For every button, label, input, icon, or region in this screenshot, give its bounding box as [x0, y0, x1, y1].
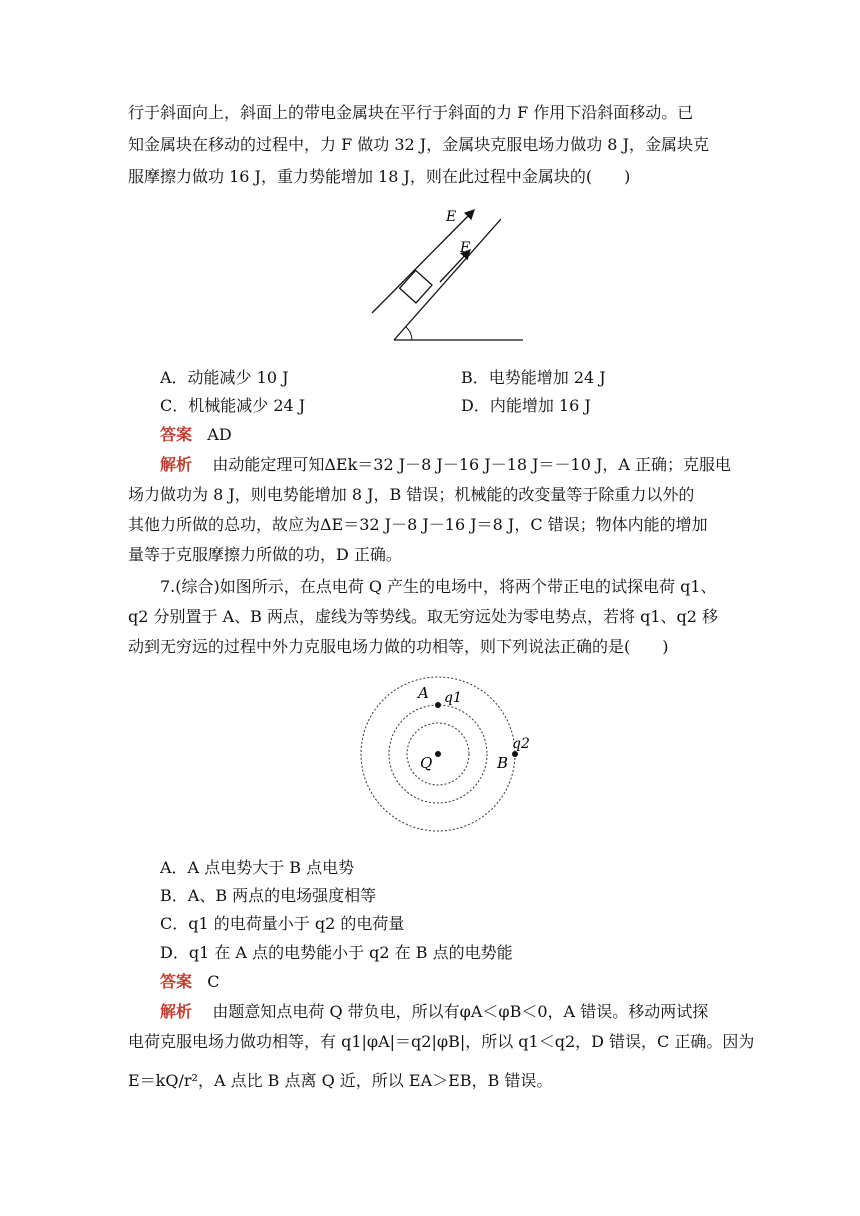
answer-label: 答案: [160, 425, 193, 444]
analysis-text: 由题意知点电荷 Q 带负电，所以有φA＜φB＜0，A 错误。移动两试探: [212, 1002, 709, 1021]
q7-answer: [160, 971, 220, 993]
answer-value: C: [207, 972, 220, 991]
q7-analysis-line-1: [160, 1001, 708, 1023]
q6-stem-line-2: 知金属块在移动的过程中，力 F 做功 32 J，金属块克服电场力做功 8 J，金属块克: [128, 135, 709, 154]
label-q2: q2: [512, 736, 530, 752]
q7-stem-line-3: 动到无穷远的过程中外力克服电场力做的功相等，则下列说法正确的是( ): [128, 637, 669, 656]
analysis-text: 由动能定理可知ΔEk＝32 J－8 J－16 J－18 J＝－10 J，A 正确；克服电: [212, 455, 732, 474]
q6-answer: [160, 424, 232, 446]
q6-option-c: C．机械能减少 24 J: [160, 396, 306, 415]
metal-block: [400, 270, 432, 303]
q7-stem-line-1: 7.(综合)如图所示，在点电荷 Q 产生的电场中，将两个带正电的试探电荷 q1、: [160, 577, 717, 596]
answer-label: 答案: [160, 972, 193, 991]
label-e: E: [446, 209, 457, 225]
q6-analysis-line-1: [160, 454, 731, 476]
q6-option-b: B．电势能增加 24 J: [461, 368, 606, 387]
label-charge-q: Q: [420, 754, 433, 772]
label-point-b: B: [497, 754, 509, 772]
q7-option-d: D．q1 在 A 点的电势能小于 q2 在 B 点的电势能: [160, 943, 513, 962]
q7-analysis-line-2: 电荷克服电场力做功相等，有 q1|φA|＝q2|φB|，所以 q1＜q2，D 错误，C 正确。因为: [128, 1032, 755, 1051]
q7-option-a: A．A 点电势大于 B 点电势: [160, 858, 355, 877]
q6-option-a: A．动能减少 10 J: [160, 368, 289, 387]
charge-q-dot: [435, 751, 441, 757]
q6-stem-line-3: 服摩擦力做功 16 J，重力势能增加 18 J，则在此过程中金属块的( ): [128, 167, 631, 186]
analysis-label: 解析: [160, 455, 193, 474]
q6-analysis-line-2: 场力做功为 8 J，则电势能增加 8 J，B 错误；机械能的改变量等于除重力以外的: [128, 485, 695, 504]
q7-option-b: B．A、B 两点的电场强度相等: [160, 886, 377, 905]
equipotential-figure: [350, 668, 530, 838]
q7-analysis-line-3: E＝kQ/r²，A 点比 B 点离 Q 近，所以 EA＞EB，B 错误。: [128, 1071, 553, 1090]
q7-option-c: C．q1 的电荷量小于 q2 的电荷量: [160, 914, 405, 933]
answer-value: AD: [207, 425, 232, 444]
label-point-a: A: [418, 684, 429, 702]
incline-figure: [360, 198, 540, 348]
label-f: F: [460, 240, 470, 256]
angle-arc: [406, 327, 412, 340]
q6-stem-line-1: 行于斜面向上，斜面上的带电金属块在平行于斜面的力 F 作用下沿斜面移动。已: [128, 103, 694, 122]
label-q1: q1: [444, 690, 462, 706]
q7-stem-line-2: q2 分别置于 A、B 两点，虚线为等势线。取无穷远处为零电势点，若将 q1、q2 移: [128, 607, 719, 626]
q6-option-d: D．内能增加 16 J: [461, 396, 591, 415]
q6-analysis-line-3: 其他力所做的总功，故应为ΔE＝32 J－8 J－16 J＝8 J，C 错误；物体内能的增加: [128, 515, 708, 534]
q6-analysis-line-4: 量等于克服摩擦力所做的功，D 正确。: [128, 545, 402, 564]
analysis-label: 解析: [160, 1002, 193, 1021]
point-a-dot: [435, 702, 441, 708]
